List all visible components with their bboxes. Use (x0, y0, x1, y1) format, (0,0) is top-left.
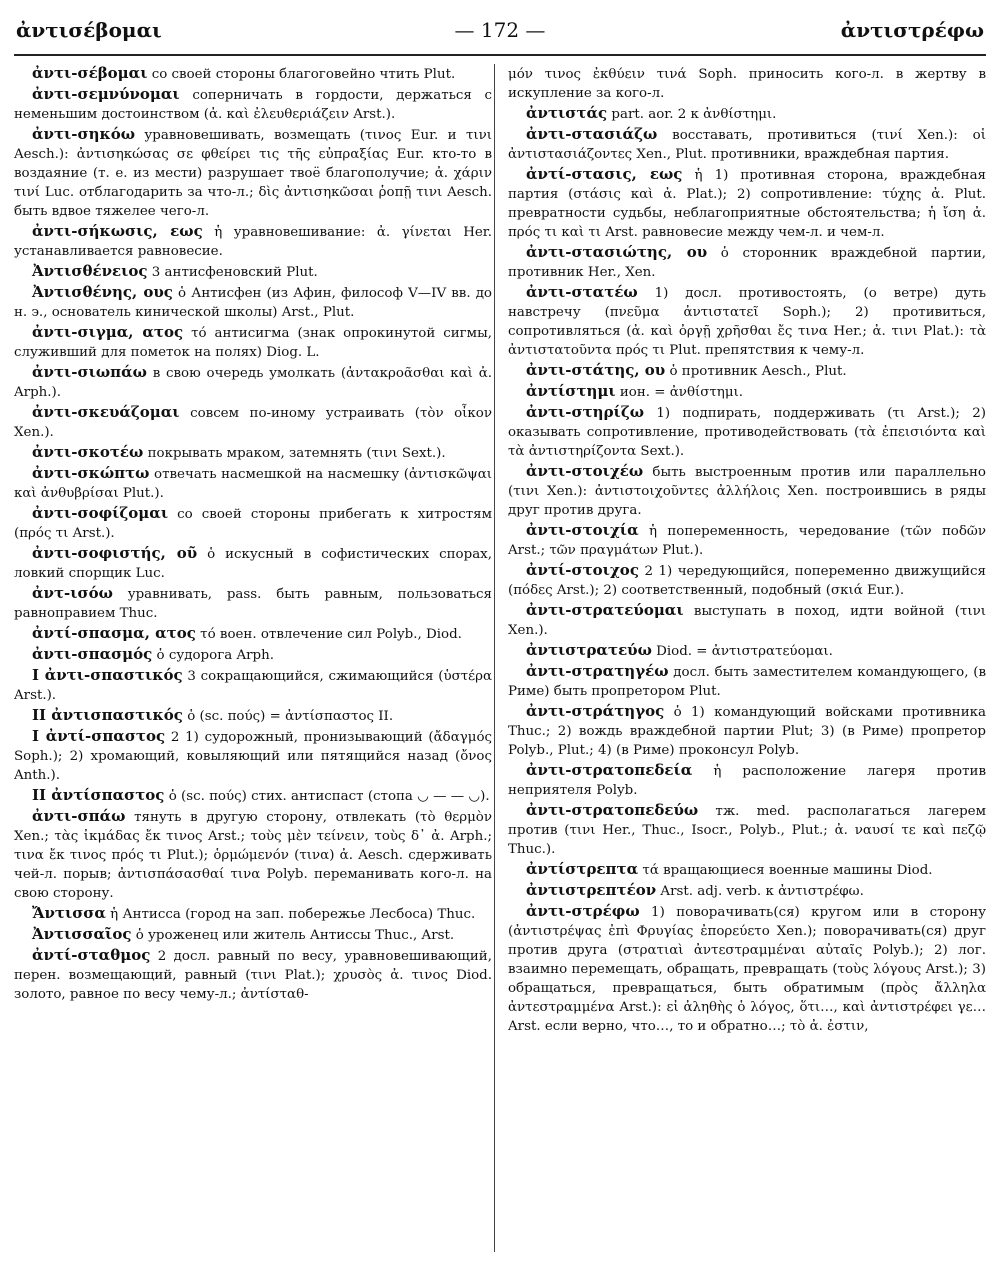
dictionary-entry (508, 902, 986, 1036)
entry-definition: τό антисигма (знак опрокинутой сигмы, служивший для пометок на полях) Diog. L. (14, 326, 492, 360)
entry-headword: ἀντι-σηκόω (32, 125, 136, 143)
dictionary-entry (14, 645, 492, 665)
entry-definition: выступать в поход, идти войной (τινι Xen.). (508, 604, 986, 638)
entry-definition: 2 1) чередующийся, попеременно движущийся (πόδες Arst.); 2) соответственный, подобный (σκιά Eur.). (508, 564, 986, 598)
entry-headword: Ἀντισθένειος (32, 262, 148, 280)
dictionary-entry (508, 283, 986, 360)
dictionary-entry (14, 624, 492, 644)
entry-headword: ἀντι-στοιχία (526, 521, 639, 539)
entry-headword: ἀντ-ισόω (32, 584, 113, 602)
entry-definition: ὁ судорога Arph. (152, 648, 274, 663)
entry-headword: ἀντι-σπασμός (32, 645, 153, 663)
dictionary-entry (508, 662, 986, 701)
dictionary-entry (14, 504, 492, 543)
entry-headword: ἀντι-σπάω (32, 807, 126, 825)
entry-definition: 2 досл. равный по весу, уравновешивающий, перен. возмещающий, равный (τινι Plat.); χρυσὸς ἀ. τινος Diod. золото, равное по весу чему-л.; ἀντίσταθ- (14, 949, 492, 1002)
entry-definition: ἡ уравновешивание: ἀ. γίνεται Her. устанавливается равновесие. (14, 225, 492, 259)
entry-headword: ἀντίστρεπτα (526, 860, 639, 878)
entry-headword: ἀντι-σκοτέω (32, 443, 144, 461)
entry-headword: ἀντι-στρέφω (526, 902, 640, 920)
column-divider (494, 64, 495, 1252)
running-head-right: ἀντιστρέφω (840, 18, 984, 42)
entry-definition: со своей стороны благоговейно чтить Plut. (147, 67, 456, 82)
entry-headword: ἀντι-σεμνύνομαι (32, 85, 180, 103)
dictionary-entry (14, 64, 492, 84)
entry-definition: отвечать насмешкой на насмешку (ἀντισκῶψαι καὶ ἀνθυβρίσαι Plut.). (14, 467, 492, 501)
entry-headword: I ἀντί-σπαστος (32, 727, 166, 745)
entry-definition: в свою очередь умолкать (ἀντακροᾶσθαι καὶ ἀ. Arph.). (14, 366, 492, 400)
entry-definition: ὁ Антисфен (из Афин, философ V—IV вв. до н. э., основатель кинической школы) Arst., Plut. (14, 286, 492, 320)
entry-definition: соперничать в гордости, держаться с неменьшим достоинством (ἀ. καὶ ἐλευθεριάζειν Arst.). (14, 88, 492, 122)
entry-headword: ἀντι-στρατεύομαι (526, 601, 684, 619)
entry-definition: быть выстроенным против или параллельно (τινι Xen.): ἀντιστοιχοῦντες ἀλλήλοις Xen. построившись в ряды друг против друга. (508, 465, 986, 518)
entry-definition: ὁ (sc. πούς) = ἀντίσπαστος II. (182, 709, 394, 724)
dictionary-entry (14, 786, 492, 806)
entry-definition: 3 антисфеновский Plut. (147, 265, 318, 280)
dictionary-entry (14, 222, 492, 261)
entry-headword: I ἀντι-σπαστικός (32, 666, 183, 684)
entry-definition: ὁ 1) командующий войсками противника Thuc.; 2) вождь враждебной партии Plut; 3) (в Риме) пропретор Polyb., Plut.; 4) (в Риме) проконсул Polyb. (508, 705, 986, 758)
entry-definition: ὁ (sc. πούς) стих. антиспаст (стопа ◡ — — ◡). (164, 789, 490, 804)
entry-definition: уравновешивать, возмещать (τινος Eur. и τινι Aesch.): ἀντισηκώσας σε φθείρει τις τῆς εὐπραξίας Eur. кто-то в воздаяние (т. е. из мести) разрушает твоё благополучие; ἀ. χάριν τινί Luc. отблагодарить за что-л.; δὶς ἀντισηκῶσαι ῥοπῇ τινι Aesch. быть вдвое тяжелее чего-л. (14, 128, 492, 219)
entry-definition: со своей стороны прибегать к хитростям (πρός τι Arst.). (14, 507, 492, 541)
entry-definition: 2 1) судорожный, пронизывающий (ἄδαγμός Soph.); 2) хромающий, ковыляющий или пятящийся назад (ὄνος Anth.). (14, 730, 493, 783)
entry-headword: II ἀντίσπαστος (32, 786, 165, 804)
entry-definition: Diod. = ἀντιστρατεύομαι. (651, 644, 833, 659)
dictionary-entry (14, 125, 492, 221)
dictionary-entry (508, 125, 986, 164)
entry-headword: ἀντιστρεπτέον (526, 881, 657, 899)
entry-headword: ἀντι-στρατοπεδεία (526, 761, 693, 779)
dictionary-entry (508, 165, 986, 242)
dictionary-entry (508, 64, 986, 103)
entry-definition: уравнивать, pass. быть равным, пользоваться равноправием Thuc. (14, 587, 492, 621)
entry-definition: 1) подпирать, поддерживать (τι Arst.); 2) оказывать сопротивление, противодействовать (τὰ ἐπεισιόντα καὶ τὰ ἀντιστηρίζοντα Sext.). (508, 406, 986, 459)
dictionary-entry (14, 323, 492, 362)
entry-definition: τό воен. отвлечение сил Polyb., Diod. (195, 627, 462, 642)
entry-definition: ὁ сторонник враждебной партии, противник Her., Xen. (508, 246, 986, 280)
entry-headword: ἀντι-σοφίζομαι (32, 504, 169, 522)
dictionary-entry (14, 666, 492, 705)
dictionary-entry (14, 262, 492, 282)
entry-headword: Ἄντισσα (32, 904, 106, 922)
dictionary-entry (14, 946, 492, 1004)
entry-headword: ἀντι-σιωπάω (32, 363, 147, 381)
dictionary-entry (508, 860, 986, 880)
entry-headword: ἀντι-στάτης, ου (526, 361, 666, 379)
dictionary-entry (14, 283, 492, 322)
entry-headword: ἀντι-σοφιστής, οῦ (32, 544, 198, 562)
dictionary-entry (508, 801, 986, 859)
entry-definition: ἡ 1) противная сторона, враждебная партия (στάσις καὶ ἀ. Plat.); 2) сопротивление: τύχης ἀ. Plut. превратности судьбы, неблагоприятные обстоятельства; ἡ ἴση ἀ. πρός τι καὶ τι Arst. равновесие между чем-л. и чем-л. (508, 168, 987, 240)
entry-headword: ἀντιστρατεύω (526, 641, 652, 659)
entry-definition: ὁ противник Aesch., Plut. (665, 364, 847, 379)
entry-headword: ἀντι-σέβομαι (32, 64, 148, 82)
dictionary-entry (508, 561, 986, 600)
dictionary-entry (508, 361, 986, 381)
entry-headword: ἀντι-στράτηγος (526, 702, 665, 720)
entry-definition: ἡ расположение лагеря против неприятеля Polyb. (508, 764, 986, 798)
entry-definition: 1) досл. противостоять, (о ветре) дуть навстречу (πνεῦμα ἀντιστατεῖ Soph.); 2) противиться, сопротивляться (ἀ. καὶ ὀργῇ χρῆσθαι ἔς τινα Her.; ἀ. τινι Plat.): τὰ ἀντιστατοῦντα πρός τι Plut. препятствия к чему-л. (508, 286, 986, 358)
entry-definition: ὁ уроженец или житель Антиссы Thuc., Arst. (131, 928, 455, 943)
dictionary-entry (14, 925, 492, 945)
running-head-left: ἀντισέβομαι (16, 18, 162, 42)
entry-headword: ἀντι-στρατηγέω (526, 662, 669, 680)
entry-definition: совсем по-иному устраивать (τὸν οἶκον Xen.). (14, 406, 492, 440)
dictionary-entry (14, 464, 492, 503)
dictionary-entry (508, 521, 986, 560)
entry-headword: ἀντι-στοιχέω (526, 462, 644, 480)
entry-headword: ἀντι-στηρίζω (526, 403, 644, 421)
dictionary-entry (508, 601, 986, 640)
dictionary-entry (14, 727, 492, 785)
dictionary-entry (508, 243, 986, 282)
left-column (14, 64, 492, 1005)
dictionary-entry (508, 104, 986, 124)
entry-definition: Arst. adj. verb. к ἀντιστρέφω. (656, 884, 864, 899)
dictionary-entry (508, 382, 986, 402)
entry-definition: ἡ Антисса (город на зап. побережье Лесбоса) Thuc. (105, 907, 476, 922)
dictionary-entry (508, 403, 986, 461)
entry-definition: ἡ попеременность, чередование (τῶν ποδῶν Arst.; τῶν πραγμάτων Plut.). (508, 524, 986, 558)
entry-headword: ἀντι-σιγμα, ατος (32, 323, 184, 341)
entry-headword: ἀντι-σκώπτω (32, 464, 150, 482)
entry-headword: ἀντί-στασις, εως (526, 165, 683, 183)
right-column (508, 64, 986, 1037)
dictionary-entry (14, 403, 492, 442)
entry-headword: Ἀντισθένης, ους (32, 283, 173, 301)
entry-headword: ἀντιστάς (526, 104, 608, 122)
dictionary-entry (508, 761, 986, 800)
entry-definition: 1) поворачивать(ся) кругом или в сторону (ἀντιστρέψας ἐπὶ Φρυγίας ἐπορεύετο Xen.); поворачивать(ся) друг против друга (στρατιαὶ ἀντεστραμμέναι αὐταῖς Polyb.); 2) лог. взаимно перемещать, обращать, превращать (τοὺς λόγους Arst.); 3) обращаться, превращаться, быть обратимым (πρὸς ἄλληλα ἀντεστραμμένα Arst.): εἰ ἀληθὴς ὁ λόγος, ὅτι…, καὶ ἀντιστρέφει γε… Arst. если верно, что…, то и обратно…; τὸ ἀ. ἐστιν, (508, 905, 986, 1034)
entry-definition: μόν τινος ἐκθύειν τινά Soph. приносить кого-л. в жертву в искупление за кого-л. (508, 67, 986, 101)
entry-headword: II ἀντισπαστικός (32, 706, 183, 724)
dictionary-entry (14, 904, 492, 924)
dictionary-entry (14, 807, 492, 903)
entry-headword: ἀντι-σκευάζομαι (32, 403, 180, 421)
entry-definition: тж. med. располагаться лагерем против (τινι Her., Thuc., Isocr., Polyb., Plut.; ἀ. ναυσί τε καὶ πεζῷ Thuc.). (508, 804, 986, 857)
entry-headword: ἀντι-σήκωσις, εως (32, 222, 203, 240)
page-number: — 172 — (454, 18, 546, 42)
entry-definition: тянуть в другую сторону, отвлекать (τὸ θερμὸν Xen.; τὰς ἰκμάδας ἔκ τινος Arst.; τοὺς μὲν τείνειν, τοὺς δ᾽ ἀ. Arph.; τινα ἔκ τινος πρός τι Plut.); ὁρμώμενόν (τινα) ἀ. Aesch. сдерживать чей-л. порыв; ἀντισπάσασθαί τινα Polyb. переманивать кого-л. на свою сторону. (14, 810, 492, 901)
entry-headword: ἀντι-στασιώτης, ου (526, 243, 708, 261)
dictionary-entry (508, 462, 986, 520)
entry-definition: досл. быть заместителем командующего, (в Риме) быть пропретором Plut. (508, 665, 986, 699)
dictionary-entry (508, 702, 986, 760)
entry-headword: ἀντί-σπασμα, ατος (32, 624, 196, 642)
entry-headword: ἀντί-σταθμος (32, 946, 151, 964)
entry-definition: τά вращающиеся военные машины Diod. (638, 863, 933, 878)
entry-definition: ὁ искусный в софистических спорах, ловкий спорщик Luc. (14, 547, 492, 581)
dictionary-entry (508, 641, 986, 661)
page-header (14, 14, 986, 56)
dictionary-entry (508, 881, 986, 901)
entry-headword: ἀντίστημι (526, 382, 616, 400)
dictionary-entry (14, 363, 492, 402)
entry-definition: part. aor. 2 к ἀνθίστημι. (607, 107, 777, 122)
entry-headword: ἀντι-στασιάζω (526, 125, 658, 143)
entry-headword: ἀντί-στοιχος (526, 561, 639, 579)
entry-headword: ἀντι-στρατοπεδεύω (526, 801, 699, 819)
entry-headword: ἀντι-στατέω (526, 283, 638, 301)
entry-definition: покрывать мраком, затемнять (τινι Sext.). (143, 446, 446, 461)
entry-definition: восставать, противиться (τινί Xen.): οἱ ἀντιστασιάζοντες Xen., Plut. противники, враждебная партия. (508, 128, 986, 162)
dictionary-entry (14, 544, 492, 583)
dictionary-entry (14, 85, 492, 124)
entry-headword: Ἀντισσαῖος (32, 925, 132, 943)
dictionary-entry (14, 584, 492, 623)
entry-definition: ион. = ἀνθίστημι. (615, 385, 744, 400)
dictionary-entry (14, 706, 492, 726)
dictionary-entry (14, 443, 492, 463)
entry-definition: 3 сокращающийся, сжимающийся (ὑστέρα Arst.). (14, 669, 492, 703)
